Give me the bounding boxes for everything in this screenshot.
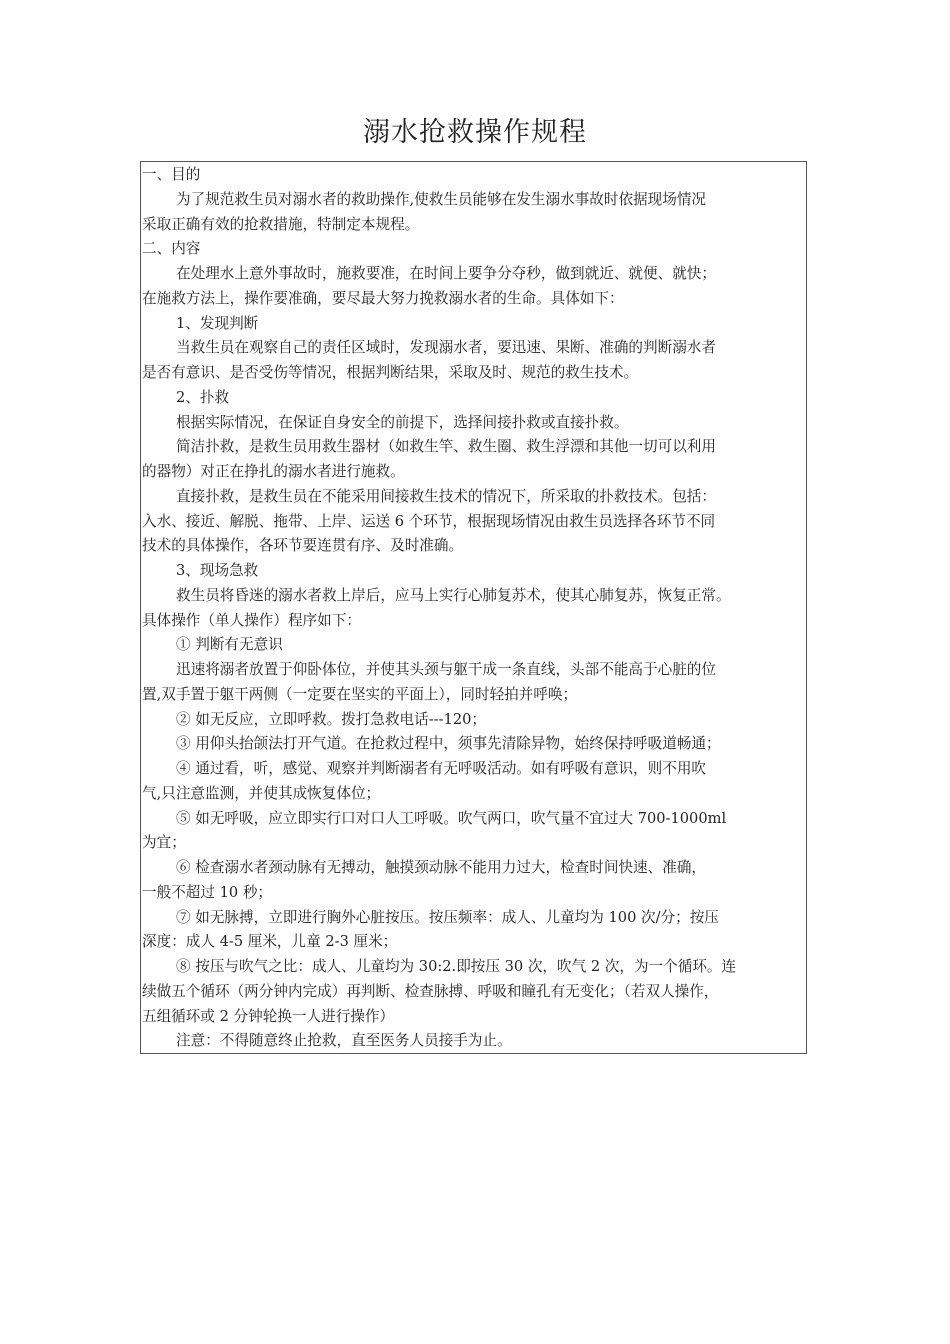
body-line: 在处理水上意外事故时，施救要准，在时间上要争分夺秒，做到就近、就便、就快； — [176, 265, 716, 282]
body-line: 的器物）对正在挣扎的溺水者进行施救。 — [142, 463, 405, 480]
body-line: 入水、接近、解脱、拖带、上岸、运送 6 个环节，根据现场情况由救生员选择各环节不同 — [142, 512, 716, 530]
body-line: 具体操作（单人操作）程序如下： — [142, 611, 361, 629]
body-line: 技术的具体操作，各环节要连贯有序、及时准确。 — [142, 537, 464, 555]
body-line: 是否有意识、是否受伤等情况，根据判断结果，采取及时、规范的救生技术。 — [142, 364, 639, 381]
body-line: 二、内容 — [142, 240, 201, 258]
body-line: 直接扑救，是救生员在不能采用间接救生技术的情况下，所采取的扑救技术。包括： — [176, 487, 716, 505]
body-line: 续做五个循环（两分钟内完成）再判断、检查脉搏、呼吸和瞳孔有无变化；（若双人操作， — [142, 982, 719, 1000]
body-line: 五组循环或 2 分钟轮换一人进行操作） — [142, 1007, 395, 1025]
body-line: 救生员将昏迷的溺水者救上岸后，应马上实行心肺复苏术，使其心肺复苏，恢复正常。 — [176, 586, 731, 604]
document-body — [142, 163, 808, 1054]
body-line: 2、扑救 — [176, 388, 230, 406]
body-line: 一般不超过 10 秒； — [142, 883, 273, 901]
body-line: ④ 通过看，听，感觉、观察并判断溺者有无呼吸活动。如有呼吸有意识，则不用吹 — [176, 760, 707, 777]
body-line: 3、现场急救 — [176, 562, 259, 579]
body-line: 迅速将溺者放置于仰卧体位，并使其头颈与躯干成一条直线，头部不能高于心脏的位 — [176, 661, 716, 678]
body-line: ③ 用仰头抬颌法打开气道。在抢救过程中，须事先清除异物，始终保持呼吸道畅通； — [176, 735, 721, 753]
body-line: 1、发现判断 — [176, 314, 259, 332]
body-line: 根据实际情况，在保证自身安全的前提下，选择间接扑救或直接扑救。 — [176, 413, 629, 431]
body-line: 一、目的 — [142, 166, 201, 183]
body-line: 采取正确有效的抢救措施，特制定本规程。 — [142, 215, 420, 233]
body-line: ② 如无反应，立即呼救。拨打急救电话---120； — [176, 710, 486, 728]
body-line: ⑧ 按压与吹气之比：成人、儿童均为 30:2.即按压 30 次，吹气 2 次，为一个循环。连 — [176, 958, 737, 975]
body-line: 深度：成人 4-5 厘米，儿童 2-3 厘米； — [142, 933, 398, 951]
body-line: ① 判断有无意识 — [176, 636, 283, 654]
body-line: 为了规范救生员对溺水者的救助操作,使救生员能够在发生溺水事故时依据现场情况 — [176, 190, 707, 208]
body-line: ⑤ 如无呼吸，应立即实行口对口人工呼吸。吹气两口，吹气量不宜过大 700-1000ml — [176, 809, 727, 827]
body-line: 置,双手置于躯干两侧（一定要在坚实的平面上），同时轻拍并呼唤； — [142, 685, 578, 703]
body-line: 为宜； — [142, 834, 186, 852]
body-line: 当救生员在观察自己的责任区域时，发现溺水者，要迅速、果断、准确的判断溺水者 — [176, 339, 716, 357]
body-line: ⑦ 如无脉搏，立即进行胸外心脏按压。按压频率：成人、儿童均为 100 次/分；按压 — [176, 908, 719, 926]
body-line: 注意：不得随意终止抢救，直至医务人员接手为止。 — [176, 1032, 512, 1050]
body-line: ⑥ 检查溺水者颈动脉有无搏动，触摸颈动脉不能用力过大，检查时间快速、准确， — [176, 859, 707, 876]
body-line: 气,只注意监测，并使其成恢复体位； — [142, 784, 381, 802]
body-line: 在施救方法上，操作要准确，要尽最大努力挽救溺水者的生命。具体如下： — [142, 289, 624, 307]
body-line: 简洁扑救，是救生员用救生器材（如救生竿、救生圈、救生浮漂和其他一切可以利用 — [176, 438, 716, 456]
document-title: 溺水抢救操作规程 — [363, 117, 587, 148]
